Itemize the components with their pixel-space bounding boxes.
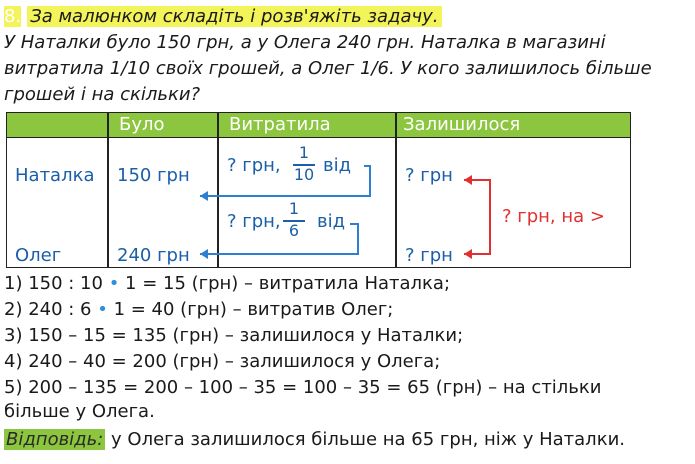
row-spent-of-natalka: від (323, 155, 352, 176)
answer (4, 428, 625, 452)
task-number: 8. (4, 6, 22, 27)
fraction-denominator: 10 (293, 165, 315, 184)
row-left-oleg: ? грн (405, 245, 453, 266)
arrow-head (464, 249, 472, 259)
arrow-head (464, 175, 472, 185)
row-spent-of-oleg: від (317, 211, 346, 232)
answer-text: у Олега залишилося більше на 65 грн, ніж у Наталки. (105, 429, 625, 450)
condition-line-3: грошей і на скільки? (4, 84, 201, 105)
arrow-natalka (200, 166, 370, 196)
solution-line-5: 5) 200 – 135 = 200 – 100 – 35 = 100 – 35 = 65 (грн) – на стільки (4, 377, 602, 398)
header-spent: Витратила (229, 114, 331, 135)
row-name-oleg: Олег (15, 245, 62, 266)
solution-line-3: 3) 150 – 15 = 135 (грн) – залишилося у Наталки; (4, 325, 464, 346)
arrow-head (200, 249, 208, 259)
header-left: Залишилося (403, 114, 521, 135)
row-left-natalka: ? грн (405, 165, 453, 186)
row-spent-natalka: ? грн, (227, 155, 281, 176)
solution-line-1: 1) 150 : 10 • 1 = 15 (грн) – витратила Наталка; (4, 273, 451, 294)
condition-line-1: У Наталки було 150 грн, а у Олега 240 грн. Наталка в магазині (4, 32, 606, 53)
fraction-numerator: 1 (288, 199, 300, 218)
compare-label: ? грн, на > (502, 206, 605, 227)
task-title-text: За малюнком складіть і розв'яжіть задачу. (27, 6, 441, 27)
solution-line-6: більше у Олега. (4, 401, 155, 422)
row-name-natalka: Наталка (15, 165, 95, 186)
answer-label: Відповідь: (6, 429, 104, 450)
compare-bracket (464, 180, 490, 254)
solution-line-4: 4) 240 – 40 = 200 (грн) – залишилося у Олега; (4, 351, 441, 372)
fraction-numerator: 1 (298, 143, 310, 162)
row-had-natalka: 150 грн (117, 165, 190, 186)
condition-line-2: витратила 1/10 своїх грошей, а Олег 1/6. У кого залишилось більше (4, 58, 652, 79)
solution-line-2: 2) 240 : 6 • 1 = 40 (грн) – витратив Олег; (4, 299, 394, 320)
row-had-oleg: 240 грн (117, 245, 190, 266)
fraction-denominator: 6 (288, 221, 300, 240)
header-had: Було (119, 114, 165, 135)
arrow-head (200, 191, 208, 201)
arrow-oleg (200, 224, 358, 254)
row-spent-oleg: ? грн, (227, 211, 281, 232)
